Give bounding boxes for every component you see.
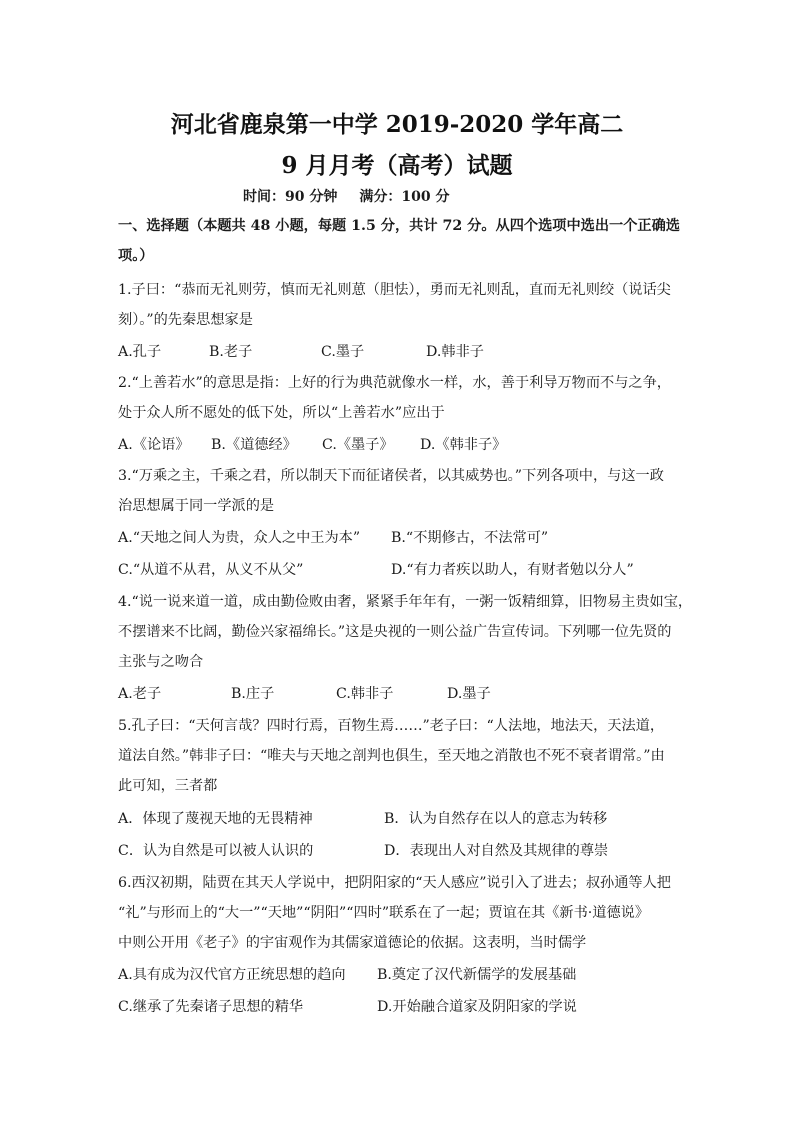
question-2-option-b: B.《道德经》 bbox=[211, 437, 297, 453]
question-3-option-a: A.“天地之间人为贵，众人之中王为本” bbox=[118, 530, 361, 546]
question-4-text: 主张与之吻合 bbox=[118, 654, 204, 670]
question-2-option-a: A.《论语》 bbox=[118, 437, 190, 453]
question-1-text: 1.子曰：“恭而无礼则劳，慎而无礼则葸（胆怯），勇而无礼则乱，直而无礼则绞（说话尖 bbox=[118, 282, 671, 298]
exam-time: 时间：90 分钟 bbox=[243, 189, 338, 205]
question-5-text: 5.孔子曰：“天何言哉？四时行焉，百物生焉……”老子曰：“人法地，地法天，天法道， bbox=[118, 718, 665, 734]
question-2-text: 2.“上善若水”的意思是指：上好的行为典范就像水一样，水，善于利导万物而不与之争， bbox=[118, 375, 671, 391]
question-5-option-d: D．表现出人对自然及其规律的尊崇 bbox=[384, 843, 609, 859]
exam-meta bbox=[243, 186, 449, 206]
question-4-text: 4.“说一说来道一道，成由勤俭败由奢，紧紧手年年有，一粥一饭精细算，旧物易主贵如宝， bbox=[118, 594, 693, 610]
question-2-text: 处于众人所不愿处的低下处，所以“上善若水”应出于 bbox=[118, 405, 445, 421]
question-5-text: 道法自然。”韩非子曰：“唯夫与天地之剖判也俱生，至天地之消散也不死不衰者谓常。”由 bbox=[118, 748, 665, 764]
question-1-option-d: D.韩非子 bbox=[426, 344, 484, 360]
question-1-text: 刻）。”的先秦思想家是 bbox=[118, 312, 253, 328]
question-4-option-c: C.韩非子 bbox=[336, 686, 394, 702]
question-1-option-b: B.老子 bbox=[209, 344, 253, 360]
exam-score: 满分：100 分 bbox=[359, 189, 450, 205]
question-6-text: 6.西汉初期，陆贾在其天人学说中，把阴阳家的“天人感应”说引入了进去；叔孙通等人把 bbox=[118, 875, 671, 891]
question-1-option-a: A.孔子 bbox=[118, 344, 162, 360]
question-4-text: 不摆谱来不比阔，勤俭兴家福绵长。”这是央视的一则公益广告宣传词。下列哪一位先贤的 bbox=[118, 624, 672, 640]
question-3-text: 治思想属于同一学派的是 bbox=[118, 498, 275, 514]
exam-title: 河北省鹿泉第一中学 2019-2020 学年高二 bbox=[170, 111, 624, 138]
question-4-option-d: D.墨子 bbox=[447, 686, 491, 702]
question-5-option-b: B．认为自然存在以人的意志为转移 bbox=[384, 811, 608, 827]
question-5-text: 此可知，三者都 bbox=[118, 778, 218, 794]
question-3-option-c: C.“从道不从君，从义不从父” bbox=[118, 562, 304, 578]
question-4-option-b: B.庄子 bbox=[231, 686, 275, 702]
exam-subtitle: 9 月月考（高考）试题 bbox=[281, 152, 513, 179]
question-3-option-b: B.“不期修古，不法常可” bbox=[391, 530, 549, 546]
question-6-option-d: D.开始融合道家及阴阳家的学说 bbox=[377, 999, 577, 1015]
section-heading-cont: 项。） bbox=[118, 248, 154, 264]
question-6-text: “礼”与形而上的“大一”“天地”“阴阳”“四时”联系在了一起；贾谊在其《新书·道德说》 bbox=[118, 905, 650, 921]
question-6-option-b: B.奠定了汉代新儒学的发展基础 bbox=[377, 967, 577, 983]
section-heading: 一、选择题（本题共 48 小题，每题 1.5 分，共计 72 分。从四个选项中选出一个正确选 bbox=[118, 218, 680, 234]
question-4-option-a: A.老子 bbox=[118, 686, 162, 702]
question-3-option-d: D.“有力者疾以助人，有财者勉以分人” bbox=[391, 562, 634, 578]
question-2-option-d: D.《韩非子》 bbox=[420, 437, 507, 453]
question-6-option-a: A.具有成为汉代官方正统思想的趋向 bbox=[118, 967, 346, 983]
question-5-option-c: C．认为自然是可以被人认识的 bbox=[118, 843, 314, 859]
question-6-text: 中则公开用《老子》的宇宙观作为其儒家道德论的依据。这表明，当时儒学 bbox=[118, 935, 587, 951]
question-3-text: 3.“万乘之主，千乘之君，所以制天下而征诸侯者，以其威势也。”下列各项中，与这一政 bbox=[118, 468, 664, 484]
question-6-option-c: C.继承了先秦诸子思想的精华 bbox=[118, 999, 304, 1015]
question-2-option-c: C.《墨子》 bbox=[322, 437, 394, 453]
question-1-option-c: C.墨子 bbox=[321, 344, 365, 360]
question-5-option-a: A．体现了蔑视天地的无畏精神 bbox=[118, 811, 313, 827]
